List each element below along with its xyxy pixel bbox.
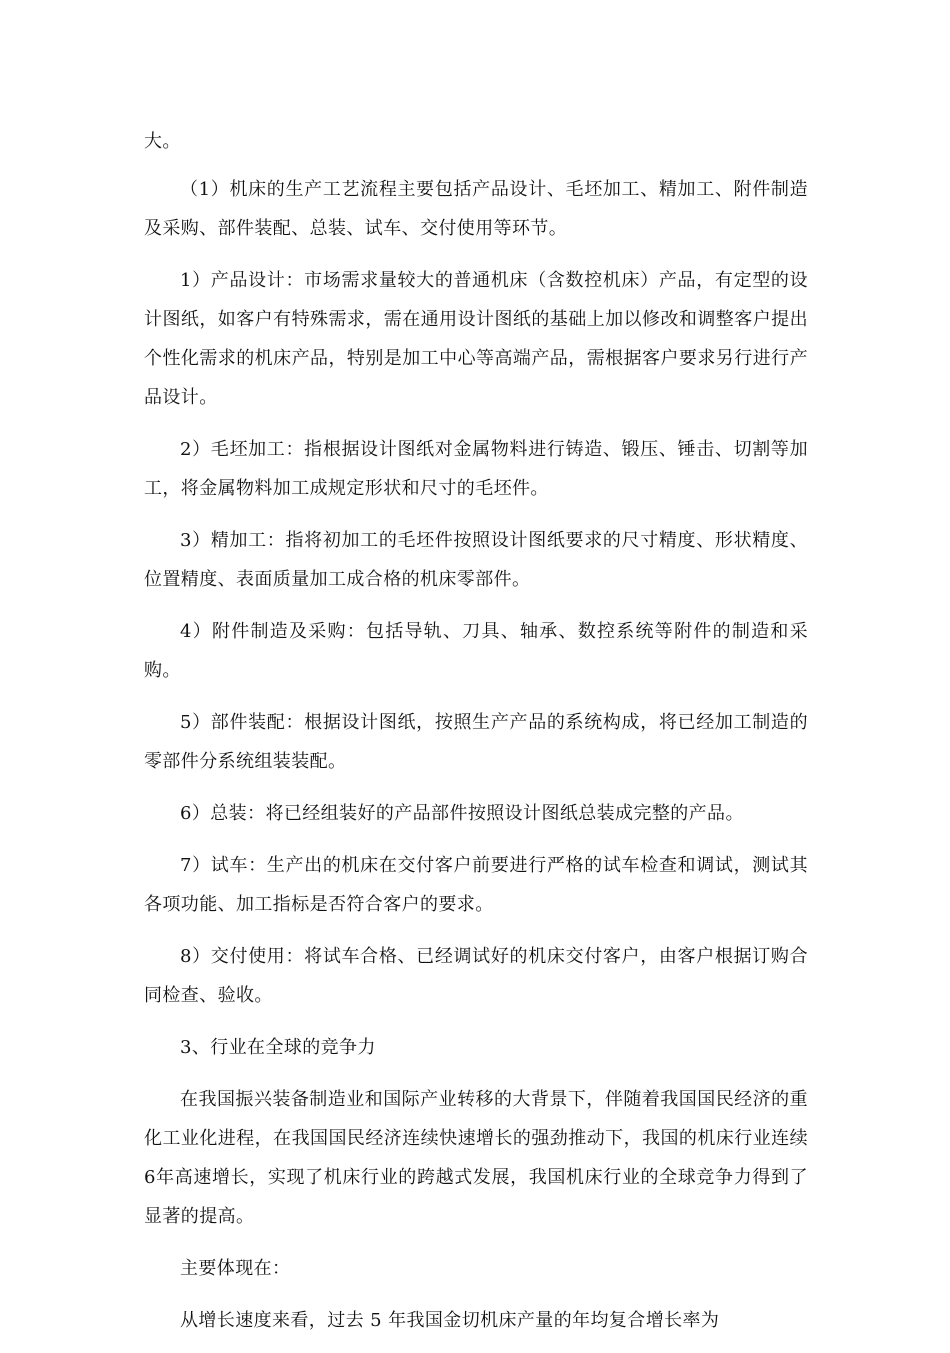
paragraph-component-assembly: 5）部件装配：根据设计图纸，按照生产产品的系统构成，将已经加工制造的零部件分系统组装装配。: [144, 712, 808, 772]
paragraph-main-points: 主要体现在：: [180, 1258, 291, 1279]
paragraph-product-design: 1）产品设计：市场需求量较大的普通机床（含数控机床）产品，有定型的设计图纸，如客户有特殊需求，需在通用设计图纸的基础上加以修改和调整客户提出个性化需求的机床产品，特别是加工中心等高端产品，需根据客户要求另行进行产品设计。: [144, 270, 808, 408]
paragraph-final-assembly: 6）总装：将已经组装好的产品部件按照设计图纸总装成完整的产品。: [180, 803, 744, 824]
paragraph-delivery: 8）交付使用：将试车合格、已经调试好的机床交付客户，由客户根据订购合同检查、验收。: [144, 946, 808, 1006]
paragraph-test-run: 7）试车：生产出的机床在交付客户前要进行严格的试车检查和调试，测试其各项功能、加工指标是否符合客户的要求。: [144, 855, 808, 915]
paragraph-background: 在我国振兴装备制造业和国际产业转移的大背景下，伴随着我国国民经济的重化工业化进程，在我国国民经济连续快速增长的强劲推动下，我国的机床行业连续6年高速增长，实现了机床行业的跨越式发展，我国机床行业的全球竞争力得到了显著的提高。: [144, 1089, 808, 1227]
section-heading-competitiveness: 3、行业在全球的竞争力: [180, 1037, 376, 1058]
paragraph-process-overview: （1）机床的生产工艺流程主要包括产品设计、毛坯加工、精加工、附件制造及采购、部件装配、总装、试车、交付使用等环节。: [144, 179, 808, 239]
paragraph-accessories: 4）附件制造及采购：包括导轨、刀具、轴承、数控系统等附件的制造和采购。: [144, 621, 808, 681]
paragraph-blank-machining: 2）毛坯加工：指根据设计图纸对金属物料进行铸造、锻压、锤击、切割等加工，将金属物料加工成规定形状和尺寸的毛坯件。: [144, 439, 808, 499]
paragraph-finishing: 3）精加工：指将初加工的毛坯件按照设计图纸要求的尺寸精度、形状精度、位置精度、表面质量加工成合格的机床零部件。: [144, 530, 808, 590]
paragraph-growth-speed: 从增长速度来看，过去 5 年我国金切机床产量的年均复合增长率为: [180, 1310, 720, 1331]
paragraph-continuation: 大。: [144, 131, 181, 152]
document-page: [144, 122, 808, 1353]
